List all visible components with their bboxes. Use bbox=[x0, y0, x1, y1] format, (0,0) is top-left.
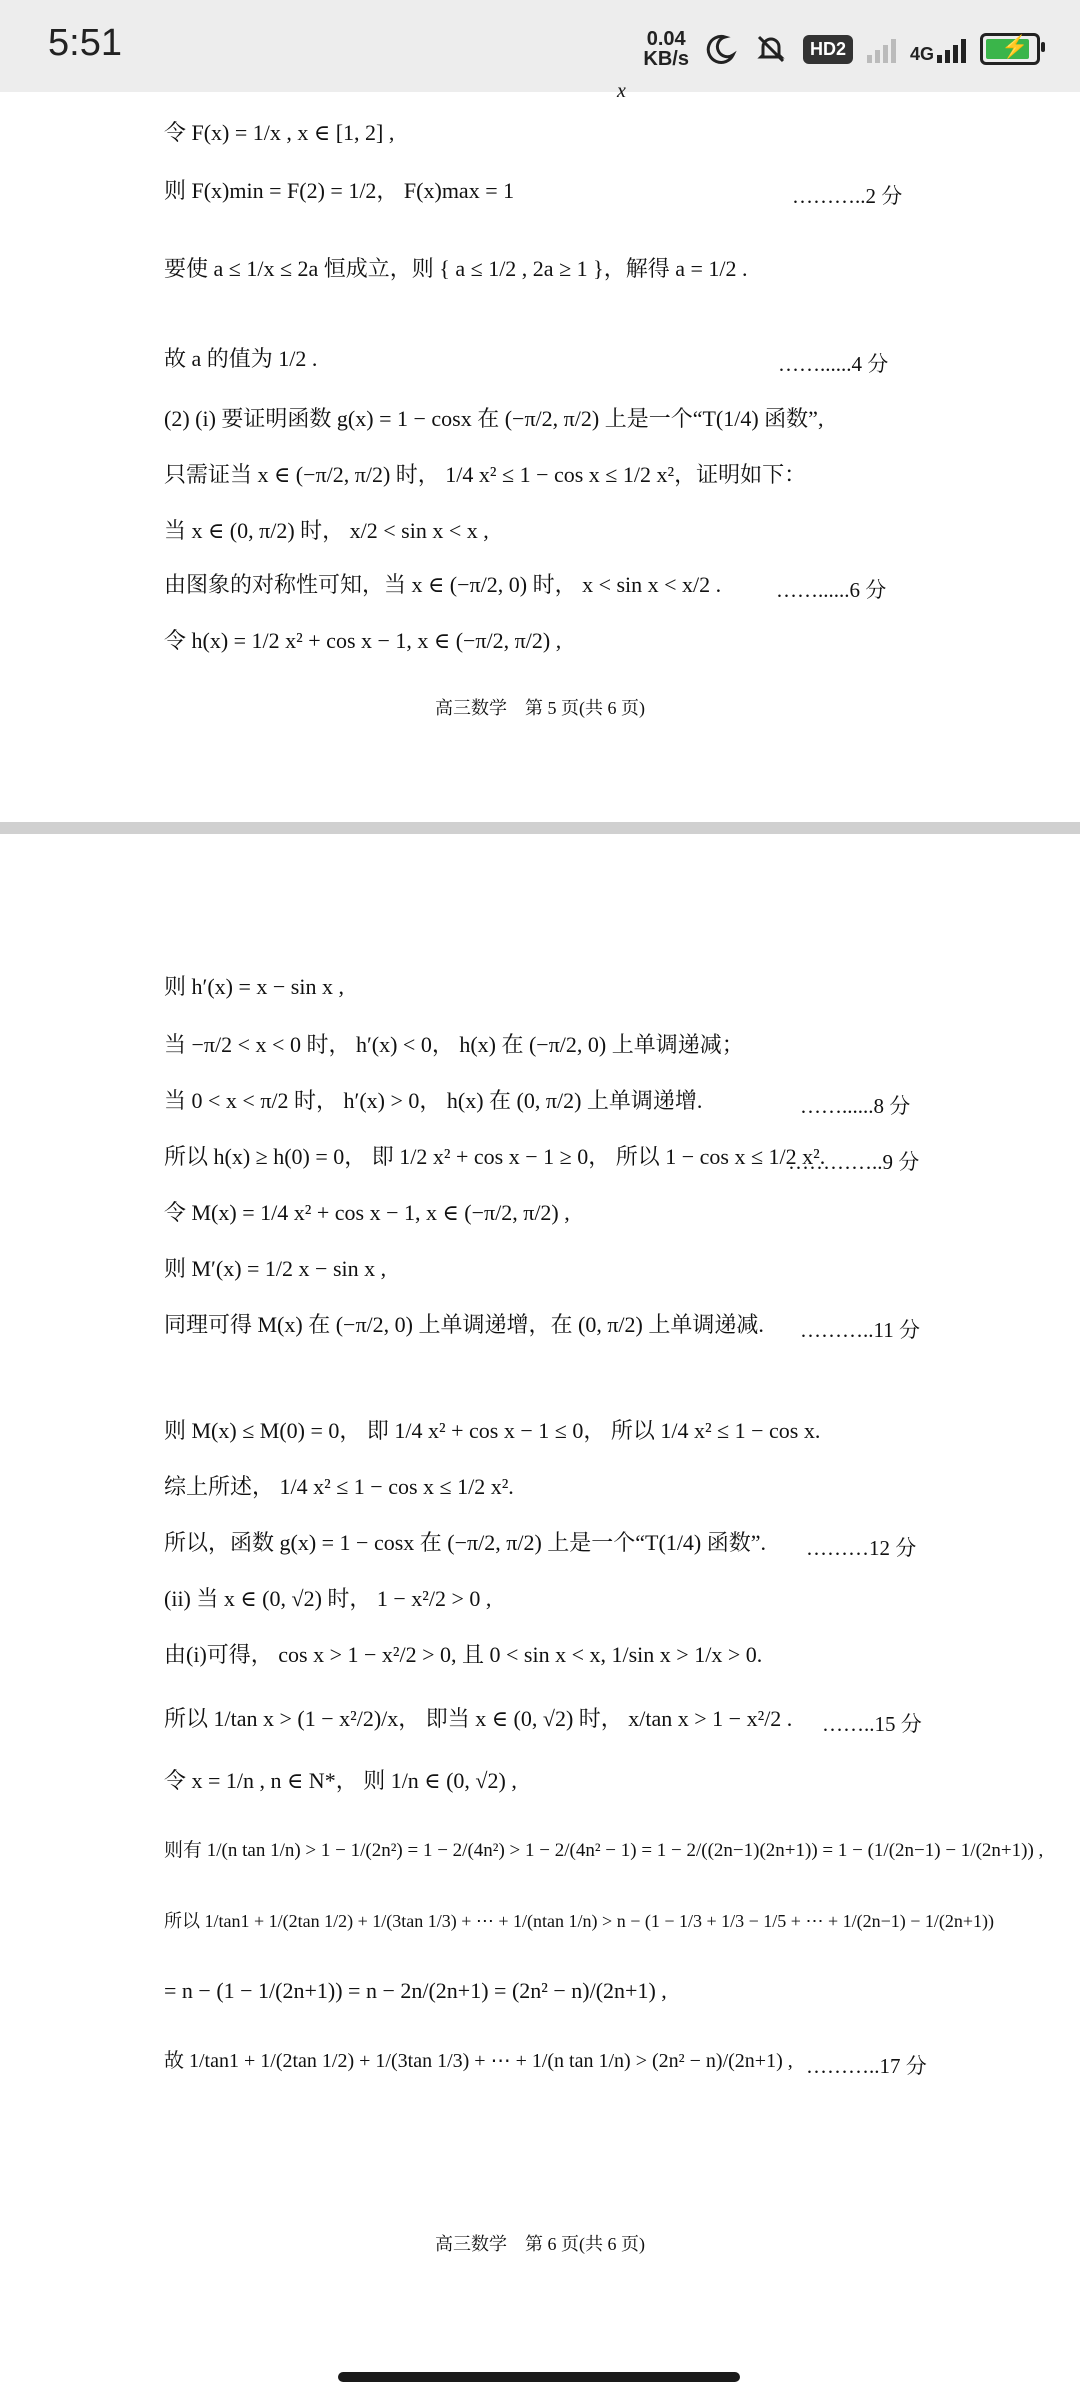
score-mark: ………..11 分 bbox=[800, 1318, 920, 1342]
speed-unit: KB/s bbox=[643, 48, 689, 70]
page-footer: 高三数学 第 6 页(共 6 页) bbox=[435, 2234, 645, 2254]
solution-line: 令 x = 1/n , n ∈ N*， 则 1/n ∈ (0, √2) , bbox=[164, 1768, 517, 1793]
solution-line: 所以 h(x) ≥ h(0) = 0， 即 1/2 x² + cos x − 1 ≥ 0， 所以 1 − cos x ≤ 1/2 x². bbox=[164, 1144, 826, 1169]
solution-line: 所以，函数 g(x) = 1 − cosx 在 (−π/2, π/2) 上是一个“T(1/4) 函数”. bbox=[164, 1530, 767, 1555]
page-footer: 高三数学 第 5 页(共 6 页) bbox=[435, 698, 645, 718]
solution-line: 综上所述， 1/4 x² ≤ 1 − cos x ≤ 1/2 x². bbox=[164, 1474, 514, 1499]
network-type: 4G bbox=[909, 44, 934, 64]
network-speed bbox=[643, 29, 689, 69]
solution-line: (2) (i) 要证明函数 g(x) = 1 − cosx 在 (−π/2, π/2) 上是一个“T(1/4) 函数”, bbox=[164, 406, 824, 431]
solution-line: 令 M(x) = 1/4 x² + cos x − 1, x ∈ (−π/2, π/2) , bbox=[164, 1200, 570, 1225]
solution-line: 要使 a ≤ 1/x ≤ 2a 恒成立，则 { a ≤ 1/2 , 2a ≥ 1 }，解得 a = 1/2 . bbox=[164, 256, 748, 281]
moon-icon bbox=[703, 31, 739, 67]
solution-line: 当 0 < x < π/2 时， h′(x) > 0， h(x) 在 (0, π/2) 上单调递增. bbox=[164, 1088, 703, 1113]
solution-line: = n − (1 − 1/(2n+1)) = n − 2n/(2n+1) = (2n² − n)/(2n+1) , bbox=[164, 1978, 667, 2003]
solution-line: 当 x ∈ (0, π/2) 时， x/2 < sin x < x , bbox=[164, 518, 489, 543]
solution-line: 当 −π/2 < x < 0 时， h′(x) < 0， h(x) 在 (−π/2, 0) 上单调递减； bbox=[164, 1032, 744, 1057]
signal-4g bbox=[910, 35, 966, 63]
score-mark: ………12 分 bbox=[806, 1536, 917, 1560]
solution-line: 只需证当 x ∈ (−π/2, π/2) 时， 1/4 x² ≤ 1 − cos x ≤ 1/2 x²，证明如下： bbox=[164, 462, 807, 487]
clock: 5:51 bbox=[48, 22, 122, 64]
score-mark: ………..2 分 bbox=[792, 184, 903, 208]
signal-icon bbox=[867, 35, 896, 63]
solution-line: 由图象的对称性可知，当 x ∈ (−π/2, 0) 时， x < sin x < x/2 . bbox=[164, 572, 722, 597]
score-mark: ……......4 分 bbox=[778, 352, 889, 376]
page-separator bbox=[0, 822, 1080, 834]
solution-line: 故 a 的值为 1/2 . bbox=[164, 346, 318, 371]
solution-line: (ii) 当 x ∈ (0, √2) 时， 1 − x²/2 > 0 , bbox=[164, 1586, 492, 1611]
solution-line: 令 h(x) = 1/2 x² + cos x − 1, x ∈ (−π/2, π/2) , bbox=[164, 628, 562, 653]
solution-line: 则 F(x)min = F(2) = 1/2， F(x)max = 1 bbox=[164, 178, 515, 203]
solution-line: 故 1/tan1 + 1/(2tan 1/2) + 1/(3tan 1/3) + ⋯ + 1/(n tan 1/n) > (2n² − n)/(2n+1) , bbox=[164, 2050, 793, 2072]
hd-badge: HD2 bbox=[803, 35, 853, 64]
solution-line: 令 F(x) = 1/x , x ∈ [1, 2] , bbox=[164, 120, 395, 145]
page-fragment: x bbox=[617, 80, 626, 102]
status-bar bbox=[0, 0, 1080, 92]
score-mark: …………..9 分 bbox=[788, 1150, 920, 1174]
score-mark: ……..15 分 bbox=[822, 1712, 922, 1736]
solution-line: 则 M′(x) = 1/2 x − sin x , bbox=[164, 1256, 387, 1281]
solution-line: 则 M(x) ≤ M(0) = 0， 即 1/4 x² + cos x − 1 ≤ 0， 所以 1/4 x² ≤ 1 − cos x. bbox=[164, 1418, 821, 1443]
home-indicator[interactable] bbox=[338, 2372, 740, 2382]
solution-line: 则 h′(x) = x − sin x , bbox=[164, 974, 344, 999]
status-icons bbox=[643, 24, 1040, 74]
score-mark: ………..17 分 bbox=[806, 2054, 927, 2078]
solution-line: 所以 1/tan1 + 1/(2tan 1/2) + 1/(3tan 1/3) + ⋯ + 1/(ntan 1/n) > n − (1 − 1/3 + 1/3 − 1/5 + ⋯ + 1/(2n−1) − 1/(2n+1)) bbox=[164, 1911, 995, 1931]
battery-charging-icon: ⚡ bbox=[980, 33, 1040, 65]
speed-value: 0.04 bbox=[646, 28, 686, 50]
solution-line: 由(i)可得， cos x > 1 − x²/2 > 0, 且 0 < sin x < x, 1/sin x > 1/x > 0. bbox=[164, 1642, 763, 1667]
solution-line: 同理可得 M(x) 在 (−π/2, 0) 上单调递增，在 (0, π/2) 上单调递减. bbox=[164, 1312, 764, 1337]
score-mark: ……......8 分 bbox=[800, 1094, 911, 1118]
solution-line: 所以 1/tan x > (1 − x²/2)/x， 即当 x ∈ (0, √2) 时， x/tan x > 1 − x²/2 . bbox=[164, 1706, 793, 1731]
document-page-6 bbox=[0, 834, 1080, 2400]
document-page-5 bbox=[0, 80, 1080, 822]
score-mark: ……......6 分 bbox=[776, 578, 887, 602]
solution-line: 则有 1/(n tan 1/n) > 1 − 1/(2n²) = 1 − 2/(4n²) > 1 − 2/(4n² − 1) = 1 − 2/((2n−1)(2n+1)) = 1 − (1/(2n−1) − 1/(2n+1)) , bbox=[164, 1840, 1044, 1861]
signal-bars-icon bbox=[937, 35, 966, 63]
bell-muted-icon bbox=[753, 31, 789, 67]
